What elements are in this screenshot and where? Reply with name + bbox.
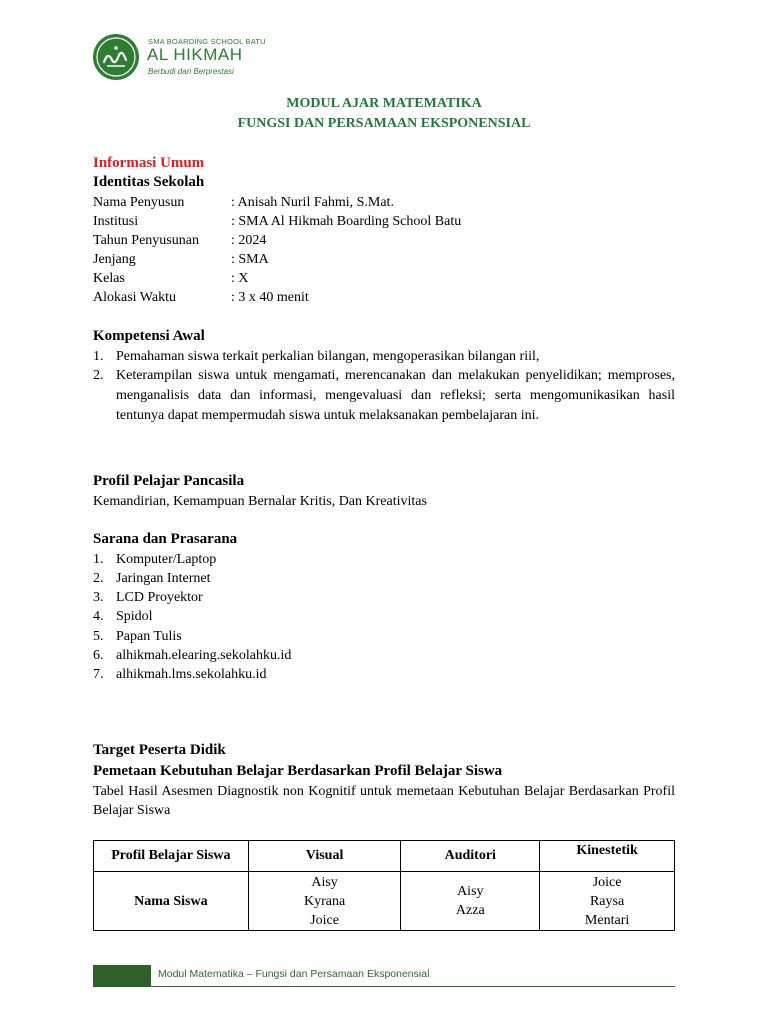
table-header-row [94,841,675,872]
list-number: 1. [93,349,104,364]
list-number: 3. [93,590,104,605]
sarana-item: Jaringan Internet [116,571,211,586]
student-name: Raysa [589,893,625,909]
identity-label: Nama Penyusun [93,195,185,210]
list-number: 1. [93,552,104,567]
profil-heading: Profil Pelajar Pancasila [93,473,245,489]
table-cell-kinestetik [540,872,675,931]
table-row [94,872,675,931]
footer-divider [151,986,675,987]
target-heading: Target Peserta Didik [93,742,226,758]
list-number: 2. [93,571,104,586]
table-header-cell: Kinestetik [540,841,675,872]
sarana-item: alhikmah.lms.sekolahku.id [116,667,267,682]
document-subtitle: FUNGSI DAN PERSAMAAN EKSPONENSIAL [237,116,531,131]
kompetensi-item: Pemahaman siswa terkait perkalian bilangan, mengoperasikan bilangan riil, [116,349,540,364]
list-number: 5. [93,629,104,644]
list-number: 6. [93,648,104,663]
table-header-cell: Visual [248,841,401,872]
target-description: Tabel Hasil Asesmen Diagnostik non Kognitif untuk memetaan Kebutuhan Belajar Berdasarkan Profil Belajar Siswa [93,784,675,818]
identity-value: : 3 x 40 menit [231,290,309,305]
student-name: Azza [455,903,485,918]
school-logo-icon [92,33,140,81]
student-name: Aisy [311,874,338,890]
identity-label: Alokasi Waktu [93,290,176,305]
student-name: Joice [310,912,339,928]
student-name: Aisy [457,884,484,899]
kompetensi-item: Keterampilan siswa untuk mengamati, merencanakan dan melakukan penyelidikan; memproses, menganalisis data dan informasi, mengevaluasi dan refleksi; serta mengomunikasikan hasil tentunya dapat mempermudah siswa untuk melaksanakan pembelajaran ini. [116,368,675,423]
identity-value: : X [231,271,249,286]
identity-value: : SMA Al Hikmah Boarding School Batu [231,214,462,229]
table-header-cell: Profil Belajar Siswa [94,841,249,872]
school-name: AL HIKMAH [147,45,243,64]
identity-heading: Identitas Sekolah [93,174,205,190]
sarana-item: Spidol [116,609,153,624]
kompetensi-heading: Kompetensi Awal [93,328,205,344]
table-cell-auditori [401,872,540,931]
sarana-item: Komputer/Laptop [116,552,217,567]
list-number: 7. [93,667,104,682]
identity-label: Tahun Penyusunan [93,233,199,248]
table-cell-visual [248,872,401,931]
student-name: Kyrana [303,893,346,909]
sarana-item: LCD Proyektor [116,590,203,605]
identity-value: : Anisah Nuril Fahmi, S.Mat. [231,195,394,210]
identity-label: Jenjang [93,252,136,267]
profil-text: Kemandirian, Kemampuan Bernalar Kritis, Dan Kreativitas [93,494,427,509]
student-name: Mentari [584,912,630,928]
sarana-item: Papan Tulis [116,629,182,644]
target-subheading: Pemetaan Kebutuhan Belajar Berdasarkan Profil Belajar Siswa [93,763,503,779]
info-heading: Informasi Umum [93,155,205,171]
sarana-heading: Sarana dan Prasarana [93,531,238,547]
document-title: MODUL AJAR MATEMATIKA [286,96,482,111]
identity-value: : SMA [231,252,269,267]
footer-bar [93,965,151,987]
sarana-item: alhikmah.elearing.sekolahku.id [116,648,292,663]
identity-label: Institusi [93,214,139,229]
list-number: 2. [93,368,104,383]
identity-label: Kelas [93,271,125,286]
footer-text: Modul Matematika – Fungsi dan Persamaan Eksponensial [158,968,430,980]
student-name: Joice [592,874,622,890]
table-row-label: Nama Siswa [94,872,249,931]
list-number: 4. [93,609,104,624]
identity-value: : 2024 [231,233,267,248]
school-top-label: SMA BOARDING SCHOOL BATU [148,37,266,46]
table-header-cell: Auditori [401,841,540,872]
school-tagline: Berbudi dan Berprestasi [148,67,234,76]
profil-belajar-table [93,840,675,931]
